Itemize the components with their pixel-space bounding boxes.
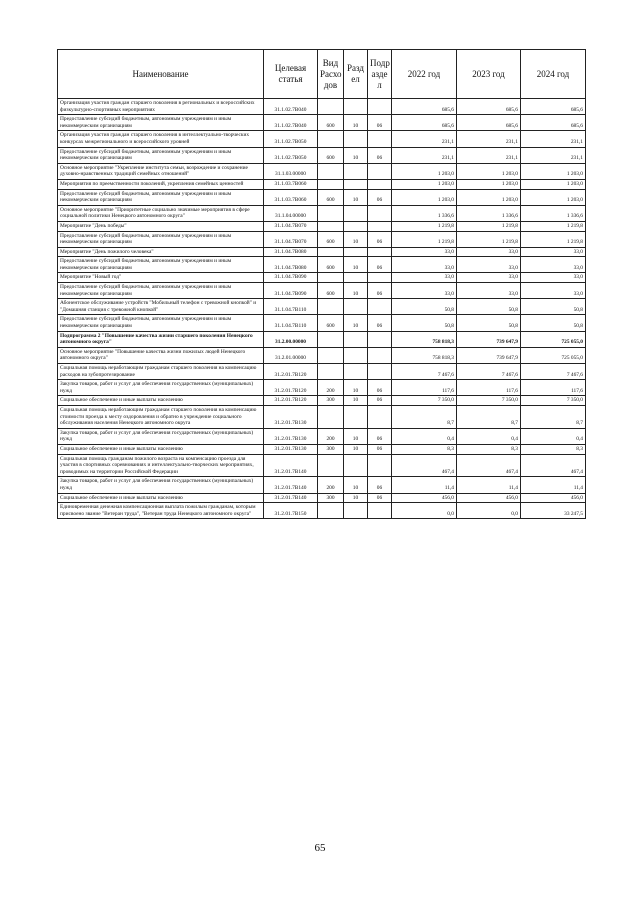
cell-year-2024: 685,6	[521, 99, 586, 115]
cell-name: Предоставление субсидий бюджетным, автономным учреждениям и иным некоммерческим организациям	[58, 283, 264, 299]
cell-target-article: 31.1.04.7В110	[264, 315, 318, 331]
cell-year-2024: 33,0	[521, 257, 586, 273]
cell-year-2023: 456,0	[457, 493, 521, 503]
cell-year-2024: 50,8	[521, 315, 586, 331]
cell-year-2024: 685,6	[521, 115, 586, 131]
cell-section	[344, 205, 368, 221]
cell-year-2024: 117,6	[521, 380, 586, 396]
table-row	[58, 283, 586, 299]
header-name: Наименование	[58, 50, 264, 99]
cell-target-article: 31.1.02.7В040	[264, 99, 318, 115]
cell-year-2023: 467,4	[457, 454, 521, 477]
cell-name: Единовременная денежная компенсационная выплата пожилым гражданам, которым присвоено звание "Ветеран труда", "Ветеран труда Ненецкого автономного округа"	[58, 503, 264, 519]
cell-expense-kind	[318, 247, 344, 257]
cell-year-2024: 50,8	[521, 299, 586, 315]
cell-subsection: 06	[368, 283, 392, 299]
cell-year-2022: 1 219,8	[392, 221, 457, 231]
cell-year-2024: 1 203,0	[521, 179, 586, 189]
cell-year-2023: 739 647,9	[457, 347, 521, 363]
cell-name: Предоставление субсидий бюджетным, автономным учреждениям и иным некоммерческим организациям	[58, 315, 264, 331]
cell-section: 10	[344, 380, 368, 396]
cell-subsection	[368, 364, 392, 380]
cell-subsection: 06	[368, 231, 392, 247]
cell-target-article: 31.1.04.7В070	[264, 221, 318, 231]
header-subsection: Подр азде л	[368, 50, 392, 99]
cell-section	[344, 247, 368, 257]
cell-year-2023: 231,1	[457, 147, 521, 163]
cell-section	[344, 273, 368, 283]
cell-expense-kind	[318, 99, 344, 115]
table-row	[58, 503, 586, 519]
cell-year-2022: 50,8	[392, 299, 457, 315]
cell-name: Закупка товаров, работ и услуг для обеспечения государственных (муниципальных) нужд	[58, 380, 264, 396]
cell-expense-kind	[318, 273, 344, 283]
cell-year-2022: 33,0	[392, 247, 457, 257]
cell-subsection: 06	[368, 477, 392, 493]
cell-year-2023: 1 203,0	[457, 163, 521, 179]
table-row	[58, 131, 586, 147]
budget-table	[57, 49, 586, 519]
cell-name: Мероприятие "День пожилого человека"	[58, 247, 264, 257]
cell-year-2022: 33,0	[392, 283, 457, 299]
cell-section: 10	[344, 147, 368, 163]
cell-year-2023: 231,1	[457, 131, 521, 147]
cell-target-article: 31.1.03.7В060	[264, 179, 318, 189]
cell-year-2024: 231,1	[521, 131, 586, 147]
table-row	[58, 428, 586, 444]
cell-name: Организация участия граждан старшего поколения в интеллектуально-творческих конкурсах межрегионального и всероссийского уровней	[58, 131, 264, 147]
cell-year-2024: 456,0	[521, 493, 586, 503]
table-row	[58, 163, 586, 179]
cell-year-2022: 1 219,8	[392, 231, 457, 247]
cell-subsection: 06	[368, 396, 392, 406]
cell-expense-kind: 200	[318, 380, 344, 396]
table-row	[58, 396, 586, 406]
cell-name: Основное мероприятие "Повышение качества жизни пожилых людей Ненецкого автономного округа"	[58, 347, 264, 363]
cell-year-2024: 1 219,8	[521, 221, 586, 231]
cell-year-2023: 7 467,6	[457, 364, 521, 380]
cell-target-article: 31.1.04.7В070	[264, 231, 318, 247]
cell-year-2022: 7 467,6	[392, 364, 457, 380]
cell-year-2022: 33,0	[392, 273, 457, 283]
cell-year-2024: 8,3	[521, 444, 586, 454]
cell-year-2023: 117,6	[457, 380, 521, 396]
header-year-2024: 2024 год	[521, 50, 586, 99]
cell-section	[344, 331, 368, 347]
cell-year-2022: 11,4	[392, 477, 457, 493]
table-row	[58, 273, 586, 283]
cell-year-2022: 467,4	[392, 454, 457, 477]
cell-year-2023: 8,3	[457, 444, 521, 454]
cell-expense-kind: 300	[318, 493, 344, 503]
cell-expense-kind	[318, 205, 344, 221]
cell-name: Предоставление субсидий бюджетным, автономным учреждениям и иным некоммерческим организациям	[58, 115, 264, 131]
cell-year-2024: 231,1	[521, 147, 586, 163]
cell-subsection	[368, 454, 392, 477]
cell-expense-kind: 600	[318, 231, 344, 247]
cell-name: Предоставление субсидий бюджетным, автономным учреждениям и иным некоммерческим организациям	[58, 147, 264, 163]
cell-year-2022: 685,6	[392, 115, 457, 131]
cell-name: Социальная помощь неработающим гражданам старшего поколения на компенсацию расходов на зубопротезирование	[58, 364, 264, 380]
cell-target-article: 31.1.03.7В060	[264, 189, 318, 205]
cell-section	[344, 405, 368, 428]
cell-year-2024: 725 055,0	[521, 347, 586, 363]
cell-section	[344, 99, 368, 115]
cell-target-article: 31.2.01.00000	[264, 347, 318, 363]
cell-subsection	[368, 331, 392, 347]
cell-expense-kind: 300	[318, 396, 344, 406]
cell-name: Предоставление субсидий бюджетным, автономным учреждениям и иным некоммерческим организациям	[58, 257, 264, 273]
cell-expense-kind	[318, 331, 344, 347]
cell-expense-kind: 600	[318, 315, 344, 331]
cell-target-article: 31.2.01.7В150	[264, 503, 318, 519]
cell-year-2024: 725 055,0	[521, 331, 586, 347]
cell-subsection	[368, 163, 392, 179]
cell-section: 10	[344, 283, 368, 299]
cell-expense-kind	[318, 454, 344, 477]
cell-name: Подпрограмма 2 "Повышение качества жизни старшего поколения Ненецкого автономного округа"	[58, 331, 264, 347]
cell-subsection	[368, 205, 392, 221]
header-expense-kind: Вид Расхо дов	[318, 50, 344, 99]
cell-section: 10	[344, 115, 368, 131]
cell-year-2023: 1 203,0	[457, 189, 521, 205]
cell-target-article: 31.2.01.7В130	[264, 428, 318, 444]
cell-year-2024: 467,4	[521, 454, 586, 477]
cell-target-article: 31.2.00.00000	[264, 331, 318, 347]
cell-year-2022: 33,0	[392, 257, 457, 273]
cell-name: Основное мероприятие "Приоритетные социально значимые мероприятия в сфере социальной политики Ненецкого автономного округа"	[58, 205, 264, 221]
cell-year-2022: 685,6	[392, 99, 457, 115]
table-row	[58, 179, 586, 189]
cell-year-2023: 0,0	[457, 503, 521, 519]
cell-section: 10	[344, 189, 368, 205]
cell-section	[344, 503, 368, 519]
table-row	[58, 380, 586, 396]
cell-year-2022: 231,1	[392, 147, 457, 163]
cell-year-2024: 33,0	[521, 247, 586, 257]
page-number: 65	[314, 842, 326, 854]
cell-year-2023: 0,4	[457, 428, 521, 444]
cell-year-2022: 0,4	[392, 428, 457, 444]
cell-expense-kind: 600	[318, 115, 344, 131]
cell-expense-kind	[318, 405, 344, 428]
cell-year-2023: 8,7	[457, 405, 521, 428]
cell-target-article: 31.2.01.7В140	[264, 493, 318, 503]
cell-subsection	[368, 179, 392, 189]
header-year-2023: 2023 год	[457, 50, 521, 99]
cell-name: Мероприятия по преемственности поколений, укрепления семейных ценностей	[58, 179, 264, 189]
table-row	[58, 205, 586, 221]
cell-year-2024: 1 203,0	[521, 189, 586, 205]
cell-year-2023: 33,0	[457, 273, 521, 283]
cell-section: 10	[344, 493, 368, 503]
cell-section: 10	[344, 315, 368, 331]
table-header-row	[58, 50, 586, 99]
cell-section: 10	[344, 444, 368, 454]
table-row	[58, 247, 586, 257]
cell-target-article: 31.1.04.7В080	[264, 257, 318, 273]
cell-subsection: 06	[368, 315, 392, 331]
cell-subsection	[368, 405, 392, 428]
cell-year-2023: 1 219,8	[457, 231, 521, 247]
cell-name: Предоставление субсидий бюджетным, автономным учреждениям и иным некоммерческим организациям	[58, 231, 264, 247]
cell-year-2022: 758 818,3	[392, 331, 457, 347]
cell-target-article: 31.1.02.7В050	[264, 131, 318, 147]
cell-year-2024: 33,0	[521, 273, 586, 283]
cell-name: Социальное обеспечение и иные выплаты населению	[58, 493, 264, 503]
cell-target-article: 31.2.01.7В130	[264, 444, 318, 454]
cell-expense-kind	[318, 221, 344, 231]
cell-section	[344, 221, 368, 231]
cell-year-2023: 11,4	[457, 477, 521, 493]
cell-subsection	[368, 273, 392, 283]
cell-section: 10	[344, 257, 368, 273]
cell-expense-kind: 300	[318, 444, 344, 454]
cell-name: Мероприятие "День победы"	[58, 221, 264, 231]
cell-name: Закупка товаров, работ и услуг для обеспечения государственных (муниципальных) нужд	[58, 428, 264, 444]
cell-section	[344, 299, 368, 315]
cell-year-2022: 117,6	[392, 380, 457, 396]
cell-section: 10	[344, 231, 368, 247]
table-row	[58, 257, 586, 273]
cell-year-2023: 685,6	[457, 115, 521, 131]
cell-section	[344, 131, 368, 147]
cell-name: Предоставление субсидий бюджетным, автономным учреждениям и иным некоммерческим организациям	[58, 189, 264, 205]
cell-section	[344, 454, 368, 477]
table-row	[58, 444, 586, 454]
cell-expense-kind: 600	[318, 147, 344, 163]
cell-name: Абонентское обслуживание устройств "Мобильный телефон с тревожной кнопкой" и "Домашняя станция с тревожной кнопкой"	[58, 299, 264, 315]
cell-subsection	[368, 247, 392, 257]
cell-year-2023: 1 219,8	[457, 221, 521, 231]
cell-expense-kind	[318, 131, 344, 147]
cell-year-2024: 1 203,0	[521, 163, 586, 179]
cell-expense-kind	[318, 179, 344, 189]
cell-target-article: 31.2.01.7В140	[264, 454, 318, 477]
cell-year-2023: 1 203,0	[457, 179, 521, 189]
cell-year-2023: 685,6	[457, 99, 521, 115]
cell-year-2024: 1 336,6	[521, 205, 586, 221]
cell-name: Организация участия граждан старшего поколения в региональных и всероссийских физкультурно-спортивных мероприятиях	[58, 99, 264, 115]
cell-year-2023: 33,0	[457, 247, 521, 257]
cell-target-article: 31.2.01.7В120	[264, 396, 318, 406]
cell-name: Социальная помощь гражданам пожилого возраста на компенсацию проезда для участия в спортивных соревнованиях и интеллектуально-творческих мероприятиях, проводимых на территории Российской Федерации	[58, 454, 264, 477]
cell-year-2022: 1 203,0	[392, 189, 457, 205]
cell-subsection: 06	[368, 115, 392, 131]
header-section: Разд ел	[344, 50, 368, 99]
cell-section: 10	[344, 396, 368, 406]
cell-name: Закупка товаров, работ и услуг для обеспечения государственных (муниципальных) нужд	[58, 477, 264, 493]
cell-year-2024: 33 247,5	[521, 503, 586, 519]
cell-year-2023: 739 647,9	[457, 331, 521, 347]
table-row	[58, 299, 586, 315]
cell-year-2023: 7 350,0	[457, 396, 521, 406]
cell-expense-kind	[318, 503, 344, 519]
cell-subsection	[368, 131, 392, 147]
cell-name: Мероприятие "Новый год"	[58, 273, 264, 283]
cell-expense-kind: 200	[318, 428, 344, 444]
cell-expense-kind: 600	[318, 189, 344, 205]
cell-year-2024: 0,4	[521, 428, 586, 444]
cell-year-2024: 7 350,0	[521, 396, 586, 406]
cell-year-2022: 7 350,0	[392, 396, 457, 406]
cell-year-2023: 33,0	[457, 283, 521, 299]
cell-subsection: 06	[368, 257, 392, 273]
cell-name: Социальная помощь неработающим гражданам старшего поколения на компенсацию стоимости проезда к месту оздоровления и обратно в учреждение социального обслуживания населения Ненецкого автономного округа	[58, 405, 264, 428]
cell-year-2023: 50,8	[457, 315, 521, 331]
table-row	[58, 231, 586, 247]
cell-section	[344, 179, 368, 189]
cell-year-2022: 50,8	[392, 315, 457, 331]
cell-year-2022: 758 818,3	[392, 347, 457, 363]
cell-target-article: 31.1.04.7В110	[264, 299, 318, 315]
cell-year-2024: 11,4	[521, 477, 586, 493]
table-row	[58, 493, 586, 503]
cell-year-2024: 1 219,8	[521, 231, 586, 247]
table-row	[58, 477, 586, 493]
cell-expense-kind: 600	[318, 257, 344, 273]
cell-name: Социальное обеспечение и иные выплаты населению	[58, 396, 264, 406]
cell-target-article: 31.1.04.00000	[264, 205, 318, 221]
cell-expense-kind	[318, 163, 344, 179]
cell-year-2022: 8,7	[392, 405, 457, 428]
cell-year-2024: 7 467,6	[521, 364, 586, 380]
cell-year-2022: 0,0	[392, 503, 457, 519]
cell-subsection: 06	[368, 428, 392, 444]
cell-subsection	[368, 347, 392, 363]
cell-year-2022: 456,0	[392, 493, 457, 503]
cell-subsection: 06	[368, 189, 392, 205]
cell-expense-kind	[318, 364, 344, 380]
cell-section: 10	[344, 428, 368, 444]
cell-expense-kind: 200	[318, 477, 344, 493]
cell-year-2024: 33,0	[521, 283, 586, 299]
cell-subsection: 06	[368, 380, 392, 396]
table-row	[58, 315, 586, 331]
cell-subsection: 06	[368, 493, 392, 503]
cell-subsection: 06	[368, 444, 392, 454]
cell-year-2022: 1 203,0	[392, 163, 457, 179]
cell-subsection	[368, 221, 392, 231]
table-row	[58, 221, 586, 231]
cell-subsection	[368, 99, 392, 115]
table-row	[58, 364, 586, 380]
cell-target-article: 31.2.01.7В140	[264, 477, 318, 493]
table-row	[58, 115, 586, 131]
table-row	[58, 189, 586, 205]
cell-target-article: 31.1.02.7В040	[264, 115, 318, 131]
cell-target-article: 31.1.04.7В090	[264, 273, 318, 283]
cell-target-article: 31.1.04.7В080	[264, 247, 318, 257]
cell-year-2022: 231,1	[392, 131, 457, 147]
cell-year-2022: 1 336,6	[392, 205, 457, 221]
cell-target-article: 31.1.02.7В050	[264, 147, 318, 163]
table-row	[58, 99, 586, 115]
table-row	[58, 405, 586, 428]
cell-subsection	[368, 503, 392, 519]
cell-expense-kind	[318, 347, 344, 363]
cell-target-article: 31.2.01.7В120	[264, 380, 318, 396]
cell-target-article: 31.2.01.7В130	[264, 405, 318, 428]
table-row	[58, 454, 586, 477]
cell-year-2022: 8,3	[392, 444, 457, 454]
cell-expense-kind: 600	[318, 283, 344, 299]
table-row	[58, 147, 586, 163]
cell-subsection	[368, 299, 392, 315]
cell-target-article: 31.2.01.7В120	[264, 364, 318, 380]
cell-target-article: 31.1.03.00000	[264, 163, 318, 179]
header-target-article: Целевая статья	[264, 50, 318, 99]
cell-year-2023: 1 336,6	[457, 205, 521, 221]
cell-section	[344, 347, 368, 363]
cell-name: Социальное обеспечение и иные выплаты населению	[58, 444, 264, 454]
table-row	[58, 347, 586, 363]
cell-name: Основное мероприятие "Укрепление института семьи, возрождение и сохранение духовно-нравственных традиций семейных отношений"	[58, 163, 264, 179]
table-body	[58, 99, 586, 519]
cell-section	[344, 364, 368, 380]
cell-section: 10	[344, 477, 368, 493]
cell-section	[344, 163, 368, 179]
cell-year-2023: 50,8	[457, 299, 521, 315]
cell-year-2023: 33,0	[457, 257, 521, 273]
cell-year-2022: 1 203,0	[392, 179, 457, 189]
table-row	[58, 331, 586, 347]
cell-year-2024: 8,7	[521, 405, 586, 428]
cell-target-article: 31.1.04.7В090	[264, 283, 318, 299]
header-year-2022: 2022 год	[392, 50, 457, 99]
cell-expense-kind	[318, 299, 344, 315]
cell-subsection: 06	[368, 147, 392, 163]
